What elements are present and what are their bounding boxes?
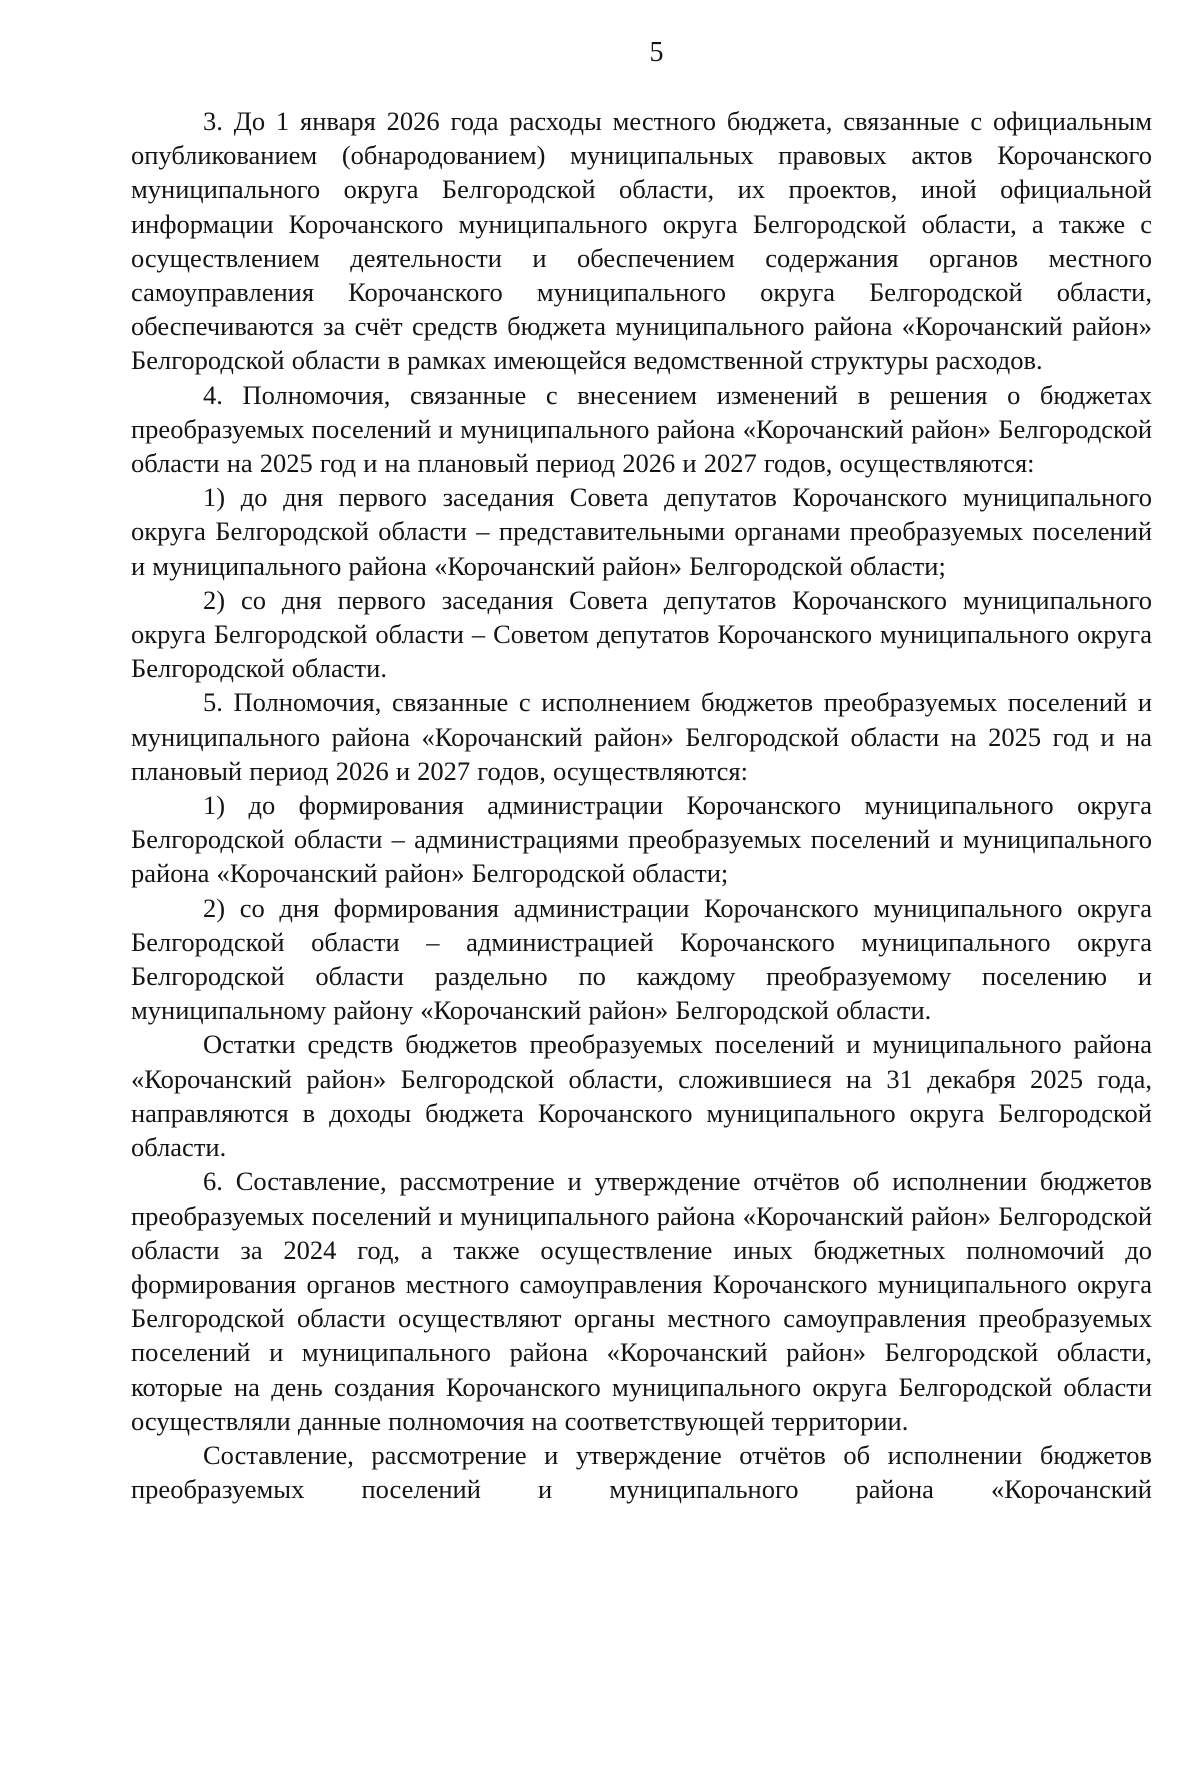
page-number: 5 bbox=[649, 37, 664, 68]
paragraph-4-item-1: 1) до дня первого заседания Совета депутатов Корочанского муниципального округа Белгородской области – представительными органами преобразуемых поселений и муниципального района «Корочанский район» Белгородской области; bbox=[131, 482, 1152, 581]
paragraph-6-continued: Составление, рассмотрение и утверждение отчётов об исполнении бюджетов преобразуемых поселений и муниципального района «Корочанский bbox=[131, 1439, 1152, 1505]
paragraph-5: 5. Полномочия, связанные с исполнением бюджетов преобразуемых поселений и муниципального района «Корочанский район» Белгородской области на 2025 год и на плановый период 2026 и 2027 годов, осуществляются: bbox=[131, 687, 1152, 786]
paragraph-4-item-2: 2) со дня первого заседания Совета депутатов Корочанского муниципального округа Белгородской области – Советом депутатов Корочанского муниципального округа Белгородской области. bbox=[131, 584, 1152, 684]
paragraph-5-remainder: Остатки средств бюджетов преобразуемых поселений и муниципального района «Корочанский район» Белгородской области, сложившиеся на 31 декабря 2025 года, направляются в доходы бюджета Корочанского муниципального округа Белгородской области. bbox=[131, 1029, 1152, 1163]
paragraph-4: 4. Полномочия, связанные с внесением изменений в решения о бюджетах преобразуемых поселений и муниципального района «Корочанский район» Белгородской области на 2025 год и на плановый период 2026 и 2027 годов, осуществляются: bbox=[131, 379, 1152, 479]
paragraph-5-item-2: 2) со дня формирования администрации Корочанского муниципального округа Белгородской области – администрацией Корочанского муниципального округа Белгородской области раздельно по каждому преобразуемому поселению и муниципальному району «Корочанский район» Белгородской области. bbox=[131, 892, 1152, 1026]
document-body bbox=[131, 104, 1152, 1506]
paragraph-3: 3. До 1 января 2026 года расходы местного бюджета, связанные с официальным опубликованием (обнародованием) муниципальных правовых актов Корочанского муниципального округа Белгородской области, их проектов, иной официальной информации Корочанского муниципального округа Белгородской области, а также с осуществлением деятельности и обеспечением содержания органов местного самоуправления Корочанского муниципального округа Белгородской области, обеспечиваются за счёт средств бюджета муниципального района «Корочанский район» Белгородской области в рамках имеющейся ведомственной структуры расходов. bbox=[131, 106, 1152, 376]
paragraph-5-item-1: 1) до формирования администрации Корочанского муниципального округа Белгородской области – администрациями преобразуемых поселений и муниципального района «Корочанский район» Белгородской области; bbox=[131, 790, 1152, 889]
paragraph-6: 6. Составление, рассмотрение и утверждение отчётов об исполнении бюджетов преобразуемых поселений и муниципального района «Корочанский район» Белгородской области за 2024 год, а также осуществление иных бюджетных полномочий до формирования органов местного самоуправления Корочанского муниципального округа Белгородской области осуществляют органы местного самоуправления преобразуемых поселений и муниципального района «Корочанский район» Белгородской области, которые на день создания Корочанского муниципального округа Белгородской области осуществляли данные полномочия на соответствующей территории. bbox=[131, 1166, 1152, 1436]
